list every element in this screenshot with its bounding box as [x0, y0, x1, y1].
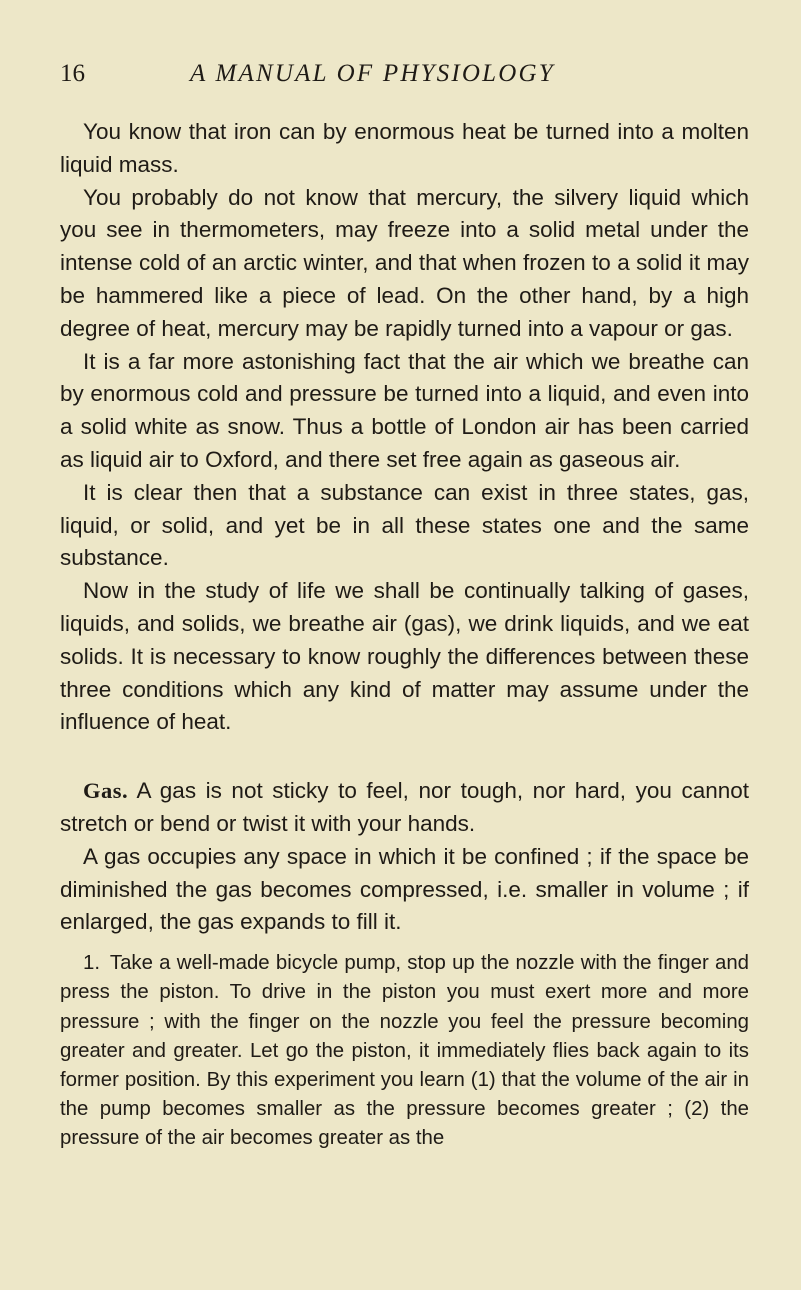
gas-volume-paragraph: A gas occupies any space in which it be confined ; if the space be diminished the gas becomes compressed, i.e. smaller in volume ; if enlarged, the gas expands to fill it. — [60, 843, 749, 935]
experiment-1 — [60, 949, 749, 1153]
paragraph-mercury: You probably do not know that mercury, the silvery liquid which you see in thermometers, may freeze into a solid metal under the intense cold of an arctic winter, and that when frozen to a solid it may be hammered like a piece of lead. On the other hand, by a high degree of heat, mercury may be rapidly turned into a vapour or gas. — [60, 184, 749, 341]
running-title: A MANUAL OF PHYSIOLOGY — [190, 60, 555, 87]
page-body — [60, 116, 749, 1154]
paragraph-liquid-air: It is a far more astonishing fact that the air which we breathe can by enormous cold and pressure be turned into a liquid, and even into a solid white as snow. Thus a bottle of London air has been carried as liquid air to Oxford, and there set free again as gaseous air. — [60, 348, 749, 472]
gas-section — [60, 775, 749, 939]
page-header — [60, 60, 749, 96]
paragraph-study-of-life: Now in the study of life we shall be continually talking of gases, liquids, and solids, we breathe air (gas), we drink liquids, and we eat solids. It is necessary to know roughly the differences between these three conditions which any kind of matter may assume under the influence of heat. — [60, 578, 749, 735]
paragraph-three-states: It is clear then that a substance can exist in three states, gas, liquid, or solid, and yet be in all these states one and the same substance. — [60, 479, 749, 571]
experiment-text: Take a well-made bicycle pump, stop up the nozzle with the finger and press the piston. To drive in the piston you must exert more and more pressure ; with the finger on the nozzle you feel the pressure becoming greater and greater. Let go the piston, it immediately flies back again to its former position. By this experiment you learn (1) that the volume of the air in the pump becomes smaller as the pressure becomes greater ; (2) the pressure of the air becomes greater as the — [60, 952, 749, 1150]
gas-intro-text: A gas is not sticky to feel, nor tough, nor hard, you cannot stretch or bend or twist it with your hands. — [60, 778, 749, 836]
experiment-paragraph — [60, 949, 749, 1153]
experiment-number: 1. — [83, 952, 101, 975]
gas-intro-paragraph — [60, 775, 749, 841]
paragraph-iron: You know that iron can by enormous heat be turned into a molten liquid mass. — [60, 119, 749, 177]
page-number: 16 — [60, 60, 85, 87]
section-heading-gas: Gas. — [83, 778, 129, 804]
